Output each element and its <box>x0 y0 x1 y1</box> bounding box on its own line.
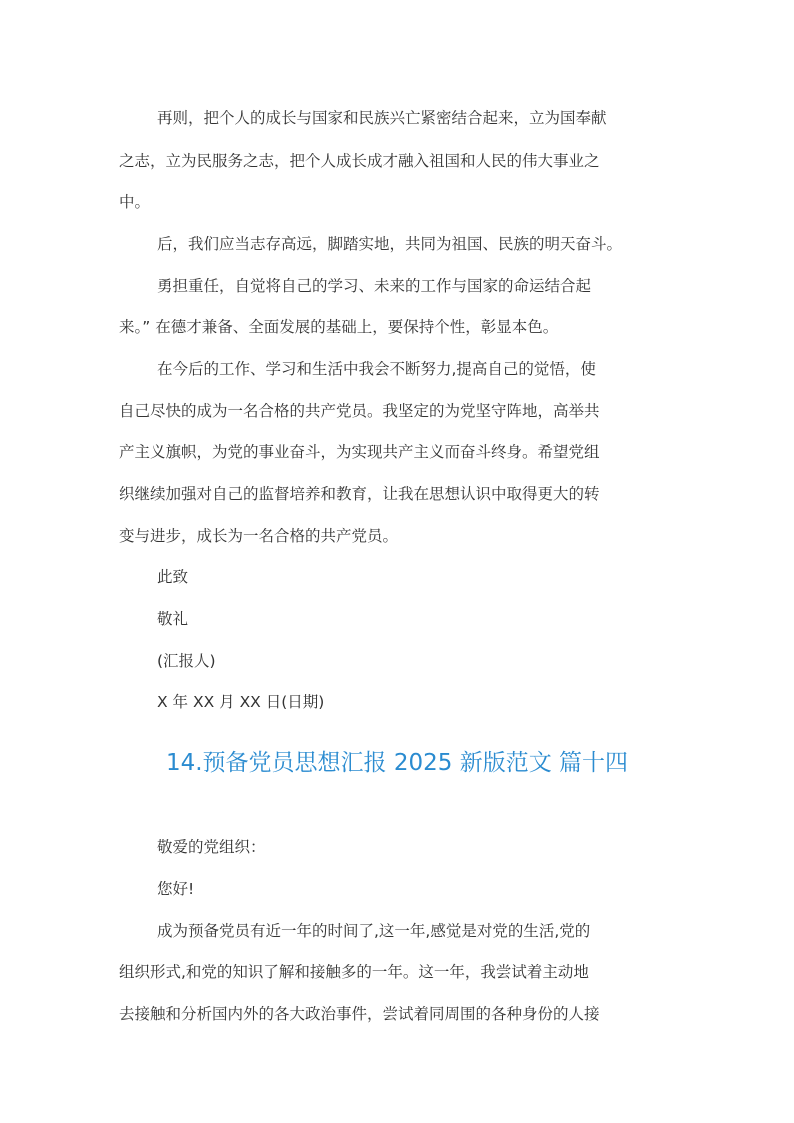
paragraph-line: 来。” 在德才兼备、全面发展的基础上，要保持个性，彰显本色。 <box>119 318 559 336</box>
section-heading: 14.预备党员思想汇报 2025 新版范文 篇十四 <box>165 750 629 776</box>
paragraph-line: 自己尽快的成为一名合格的共产党员。我坚定的为党坚守阵地，高举共 <box>119 402 600 420</box>
paragraph-line: 成为预备党员有近一年的时间了,这一年,感觉是对党的生活,党的 <box>157 922 591 940</box>
letter-greeting: 敬爱的党组织： <box>157 838 266 856</box>
paragraph-line: 再则，把个人的成长与国家和民族兴亡紧密结合起来，立为国奉献 <box>157 109 607 127</box>
paragraph-line: 产主义旗帜，为党的事业奋斗，为实现共产主义而奋斗终身。希望党组 <box>119 443 600 461</box>
paragraph-line: 中。 <box>119 193 151 211</box>
paragraph-line: 去接触和分析国内外的各大政治事件，尝试着同周围的各种身份的人接 <box>119 1005 600 1023</box>
closing-regards: 敬礼 <box>157 610 189 628</box>
paragraph-line: 之志，立为民服务之志，把个人成长成才融入祖国和人民的伟大事业之 <box>119 152 600 170</box>
paragraph-line: 在今后的工作、学习和生活中我会不断努力,提高自己的觉悟，使 <box>157 360 596 378</box>
letter-hello: 您好! <box>157 880 195 898</box>
paragraph-line: 后，我们应当志存高远，脚踏实地，共同为祖国、民族的明天奋斗。 <box>157 235 623 253</box>
paragraph-line: 组织形式,和党的知识了解和接触多的一年。这一年，我尝试着主动地 <box>119 963 589 981</box>
paragraph-line: 勇担重任，自觉将自己的学习、未来的工作与国家的命运结合起 <box>157 277 592 295</box>
closing-salutation: 此致 <box>157 568 189 586</box>
paragraph-line: 变与进步，成长为一名合格的共产党员。 <box>119 527 399 545</box>
reporter-placeholder: (汇报人) <box>157 652 216 670</box>
date-placeholder: X 年 XX 月 XX 日(日期) <box>157 693 325 711</box>
paragraph-line: 织继续加强对自己的监督培养和教育，让我在思想认识中取得更大的转 <box>119 485 600 503</box>
